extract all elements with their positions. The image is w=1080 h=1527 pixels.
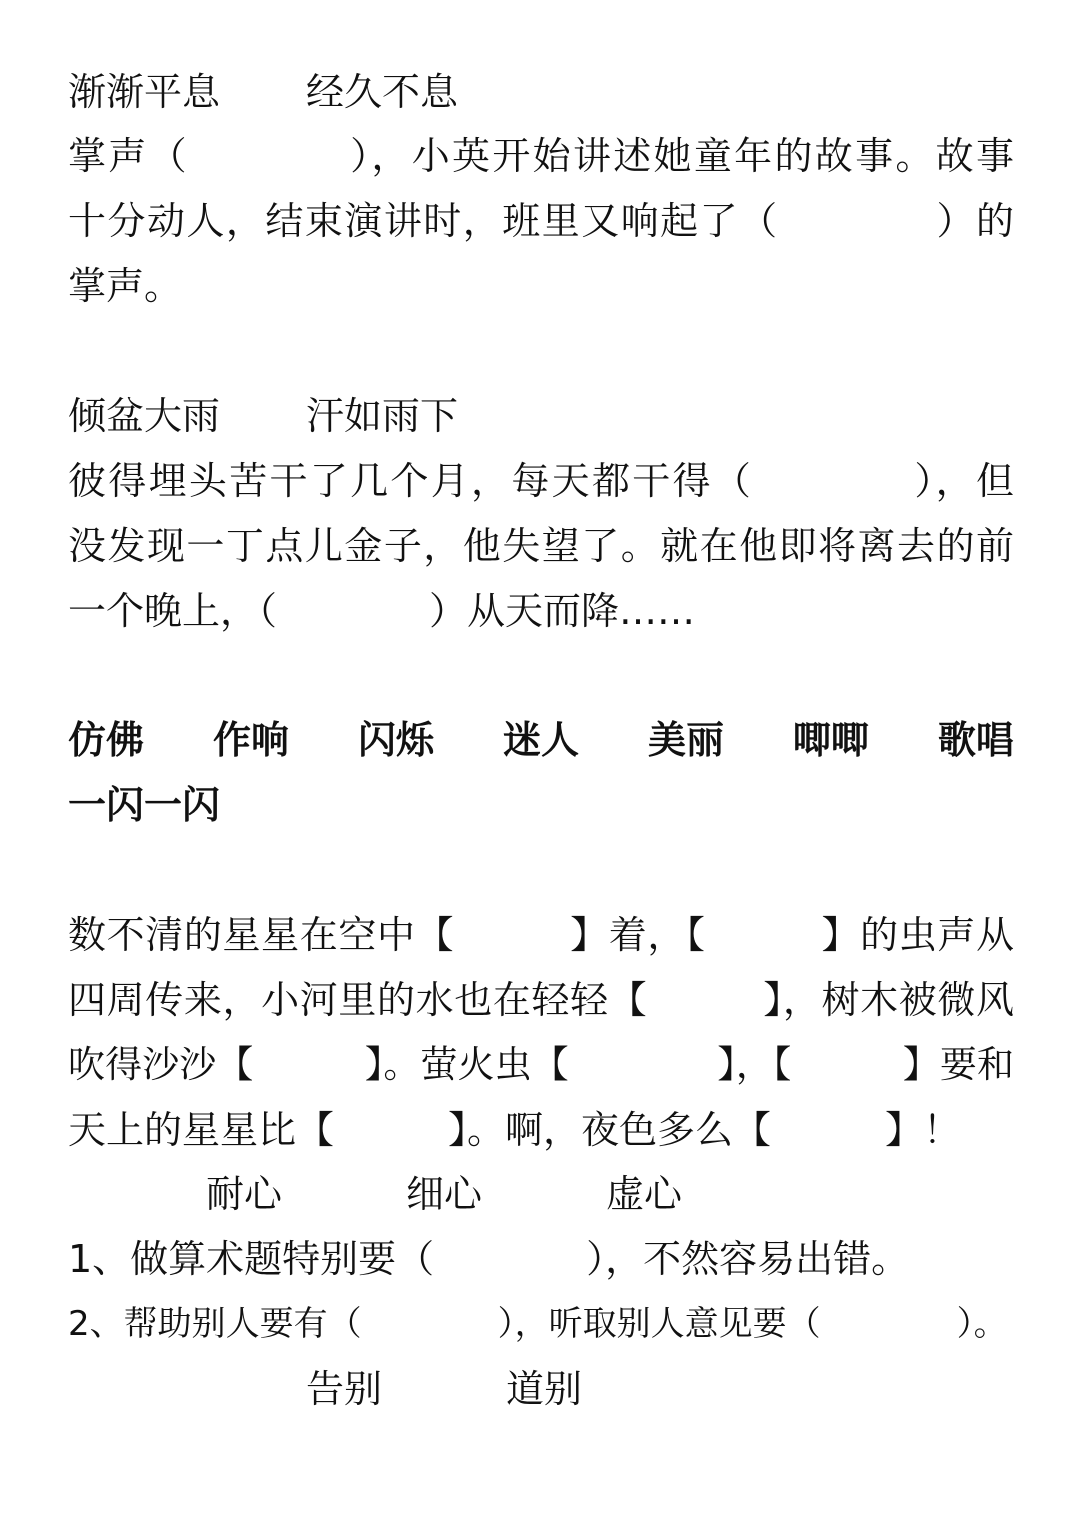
- word-bank-item: 虚心: [606, 1172, 683, 1216]
- sentence-line: 彼得埋头苦干了几个月，每天都干得（ ），但: [68, 459, 1014, 503]
- word-bank-item: 歌唱: [937, 718, 1014, 762]
- word-bank-item: 美丽: [647, 718, 724, 762]
- sentence-line: 天上的星星比【 】。啊，夜色多么【 】！: [68, 1108, 962, 1152]
- question-line: 1、做算术题特别要（ ），不然容易出错。: [68, 1237, 910, 1281]
- word-bank-2: [68, 384, 1014, 448]
- word-bank-item: 道别: [506, 1367, 583, 1411]
- word-bank-item: 汗如雨下: [306, 394, 459, 438]
- question-line: 2、帮助别人要有（ ），听取别人意见要（ ）。: [68, 1304, 1008, 1344]
- word-bank-item: 倾盆大雨: [68, 394, 221, 438]
- word-bank-item: 细心: [406, 1172, 483, 1216]
- sentence-line: 掌声。: [68, 264, 183, 308]
- word-bank-item: 渐渐平息: [68, 70, 221, 114]
- word-bank-3: [68, 708, 1014, 772]
- word-bank-item: 唧唧: [792, 718, 869, 762]
- sentence-line: 掌声（ ），小英开始讲述她童年的故事。故事: [68, 134, 1014, 178]
- word-bank-item: 作响: [212, 718, 289, 762]
- word-bank-5: [68, 1357, 1014, 1421]
- word-bank-4: [68, 1162, 1014, 1226]
- word-bank-item: 仿佛: [68, 718, 145, 762]
- word-bank-item: 迷人: [502, 718, 579, 762]
- word-bank-1: [68, 60, 1014, 124]
- sentence-line: 十分动人，结束演讲时，班里又响起了（ ）的: [68, 199, 1014, 243]
- word-bank-item: 经久不息: [306, 70, 459, 114]
- sentence-line: 四周传来，小河里的水也在轻轻【 】，树木被微风: [68, 978, 1014, 1022]
- word-bank-item: 耐心: [206, 1172, 283, 1216]
- word-bank-item: 告别: [306, 1367, 383, 1411]
- word-bank-item: 一闪一闪: [68, 783, 221, 827]
- sentence-line: 一个晚上，（ ）从天而降……: [68, 589, 696, 633]
- sentence-line: 吹得沙沙【 】。萤火虫【 】，【 】要和: [68, 1043, 1014, 1086]
- sentence-line: 数不清的星星在空中【 】着，【 】的虫声从: [68, 913, 1014, 957]
- word-bank-item: 闪烁: [357, 718, 434, 762]
- sentence-line: 没发现一丁点儿金子，他失望了。就在他即将离去的前: [68, 524, 1014, 568]
